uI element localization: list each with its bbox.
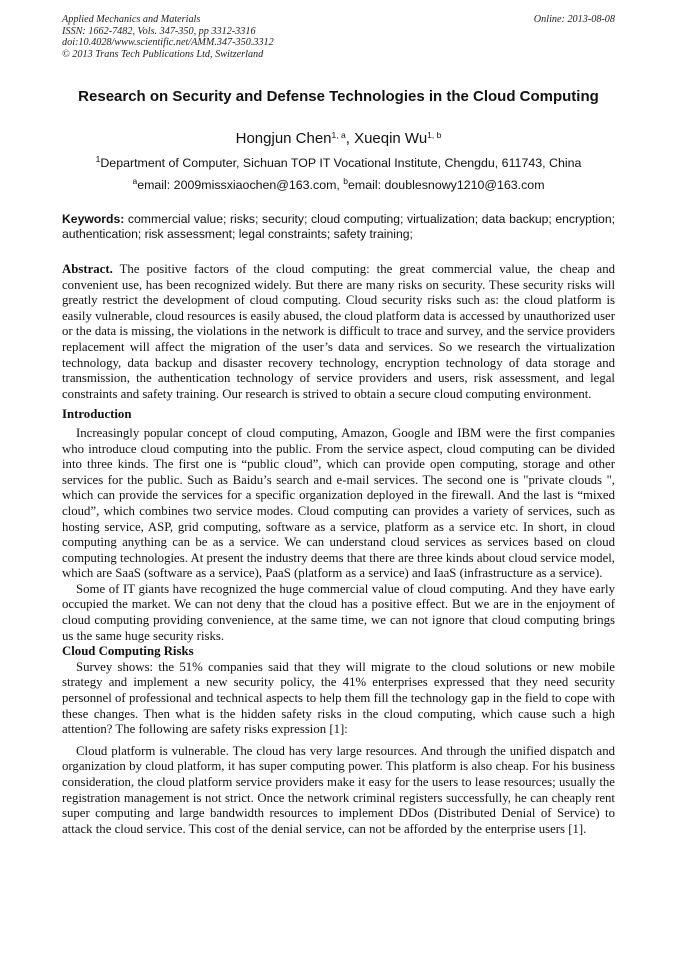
email-marker: b (343, 176, 349, 186)
author-name: Hongjun Chen (235, 130, 332, 147)
section-heading-risks: Cloud Computing Risks (62, 644, 194, 659)
affiliation-text: Department of Computer, Sichuan TOP IT Vocational Institute, Chengdu, 611743, China (100, 156, 582, 170)
abstract-text: The positive factors of the cloud computing: the great commercial value, the cheap and convenient use, has been recognized widely. But there are many risks on security. These security risks will greatly restrict the development of cloud computing. Cloud security risks such as: the cloud platform is easily vulnerable, cloud resources is easily abused, the cloud platform data is accessed by unauthorized user or the data is missing, the violations in the network is difficult to trace and survey, and the service providers replacement will affect the migration of the user’s data and services. So we research the virtualization technology, data backup and disaster recovery technology, encryption technology of data storage and transmission, the authentication technology of service providers and users, risk assessment, and legal constraints and safety training. Our research is strived to obtain a secure cloud computing environment. (62, 262, 615, 401)
author-separator: , (345, 130, 355, 147)
risks-paragraph-2: Cloud platform is vulnerable. The cloud has very large resources. And through the unified dispatch and organization by cloud platform, it has super computing power. This platform is also cheap. For his business consideration, the cloud platform service providers make it easy for the users to lease resources; usually the registration management is not strict. Once the network criminal registers successfully, he can cheaply rent super computing and large bandwidth resources to implement DDos (Distributed Denial of Service) to attack the cloud service. This cost of the denial service, can not be afforded by the enterprise users [1]. (62, 743, 615, 836)
paper-title: Research on Security and Defense Technologies in the Cloud Computing (78, 88, 599, 105)
section-heading-introduction: Introduction (62, 407, 132, 422)
intro-paragraph-1: Increasingly popular concept of cloud computing, Amazon, Google and IBM were the first companies who introduce cloud computing into the public. From the service aspect, cloud computing can be divided into three kinds. The first one is “public cloud”, which can provide open computing, storage and other services for the public. Such as Baidu’s search and e-mail services. The second one is "private clouds ", which can provide the services for a specific organization deployed in the firewall. And the last is “mixed cloud”, which combines two service modes. Cloud computing can provides a variety of services, such as hosting service, ASP, grid computing, software as a service, platform as a service etc. In short, in cloud computing anything can be as a service. We can understand cloud services as services based on cloud computing technologies. At present the industry deems that there are three kinds about cloud service model, which are SaaS (software as a service), PaaS (platform as a service) and IaaS (infrastructure as a service). (62, 425, 615, 581)
keywords-block (62, 212, 615, 242)
affiliation-marker: 1 (95, 154, 101, 164)
abstract-label: Abstract. (62, 262, 113, 276)
email-line (62, 178, 615, 193)
email-marker: a (132, 176, 138, 186)
online-date: Online: 2013-08-08 (533, 14, 615, 25)
journal-copyright: © 2013 Trans Tech Publications Ltd, Switzerland (62, 48, 264, 60)
journal-doi: doi:10.4028/www.scientific.net/AMM.347-350.3312 (62, 37, 274, 49)
journal-name: Applied Mechanics and Materials (62, 14, 201, 25)
keywords-text: commercial value; risks; security; cloud computing; virtualization; data backup; encryption; authentication; risk assessment; legal constraints; safety training; (62, 212, 615, 241)
author-name: Xueqin Wu (354, 130, 428, 147)
intro-paragraph-2: Some of IT giants have recognized the huge commercial value of cloud computing. And they have early occupied the market. We can not deny that the cloud has a positive effect. But we are in the enjoyment of cloud computing providing convenience, at the same time, we can not ignore that cloud computing brings us the same huge security risks. (62, 581, 615, 643)
risks-paragraph-1: Survey shows: the 51% companies said that they will migrate to the cloud solutions or new mobile strategy and implement a new security policy, the 41% enterprises expressed that they need security personnel of professional and technical aspects to help them fill the technology gap in the field to cope with these changes. Then what is the hidden safety risks in the cloud computing, which cause such a high attention? The following are safety risks expression [1]: (62, 659, 615, 737)
journal-issn: ISSN: 1662-7482, Vols. 347-350, pp 3312-3316 (62, 25, 256, 37)
email-b: email: doublesnowy1210@163.com (348, 178, 545, 192)
affiliation (62, 156, 615, 171)
email-a: email: 2009missxiaochen@163.com, (137, 178, 344, 192)
author-affiliation-marker: 1, b (427, 130, 442, 140)
author-affiliation-marker: 1, a (331, 130, 346, 140)
journal-header (62, 14, 615, 60)
author-line (62, 130, 615, 148)
paper-body (62, 262, 615, 837)
abstract-paragraph (62, 262, 615, 402)
keywords-label: Keywords: (62, 212, 125, 226)
